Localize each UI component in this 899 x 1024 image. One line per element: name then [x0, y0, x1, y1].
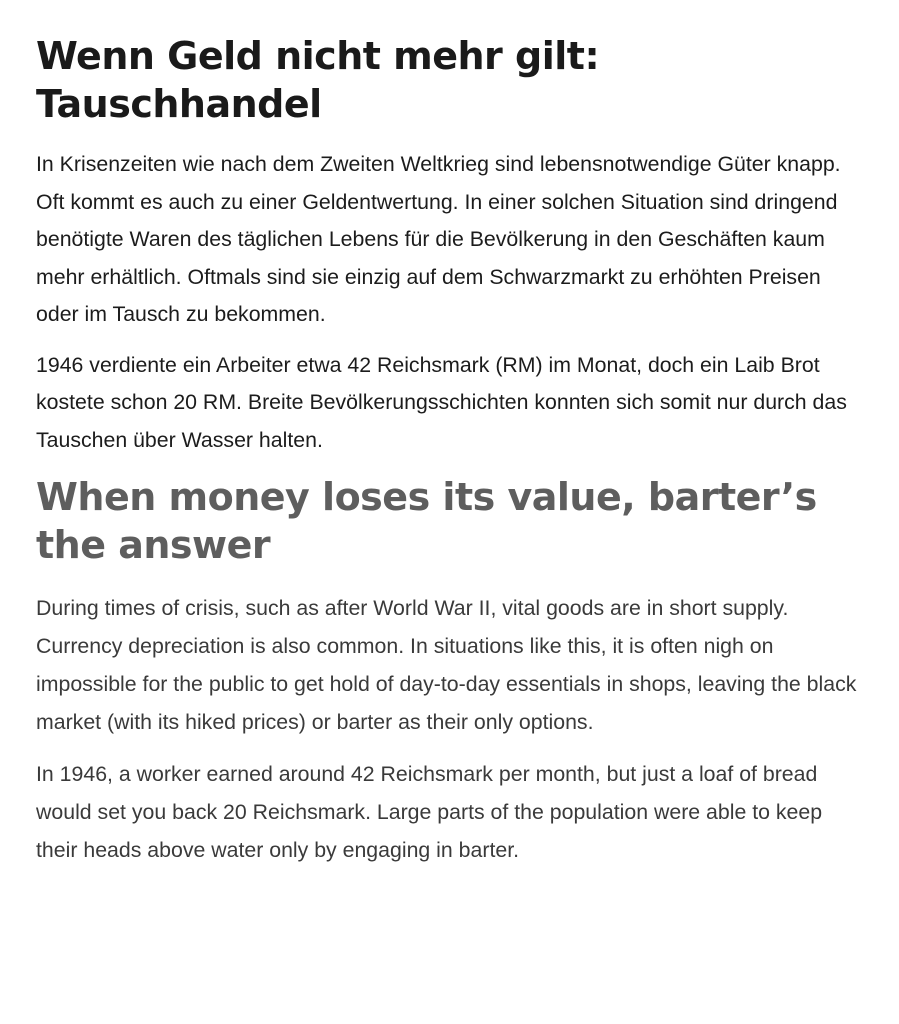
english-section — [36, 473, 866, 869]
english-heading: When money loses its value, barter’s the answer — [36, 475, 817, 567]
english-paragraph-1: During times of crisis, such as after World War II, vital goods are in short supply. Currency depreciation is also common. In situations like this, it is often nigh on impossible for the public to get hold of day-to-day essentials in shops, leaving the black market (with its hiked prices) or barter as their only options. — [36, 596, 857, 734]
info-panel — [36, 22, 866, 869]
german-section — [36, 32, 866, 459]
german-paragraph-2: 1946 verdiente ein Arbeiter etwa 42 Reichsmark (RM) im Monat, doch ein Laib Brot kostete schon 20 RM. Breite Bevölkerungsschichten konnten sich somit nur durch das Tauschen über Wasser halten. — [36, 352, 847, 452]
english-paragraph-2: In 1946, a worker earned around 42 Reichsmark per month, but just a loaf of bread would set you back 20 Reichsmark. Large parts of the population were able to keep their heads above water only by engaging in barter. — [36, 762, 823, 862]
german-heading: Wenn Geld nicht mehr gilt: Tauschhandel — [36, 34, 600, 126]
german-paragraph-1: In Krisenzeiten wie nach dem Zweiten Weltkrieg sind lebensnotwendige Güter knapp. Oft kommt es auch zu einer Geldentwertung. In einer solchen Situation sind dringend benötigte Waren des täglichen Lebens für die Bevölkerung in den Geschäften kaum mehr erhältlich. Oftmals sind sie einzig auf dem Schwarzmarkt zu erhöhten Preisen oder im Tausch zu bekommen. — [36, 152, 841, 326]
